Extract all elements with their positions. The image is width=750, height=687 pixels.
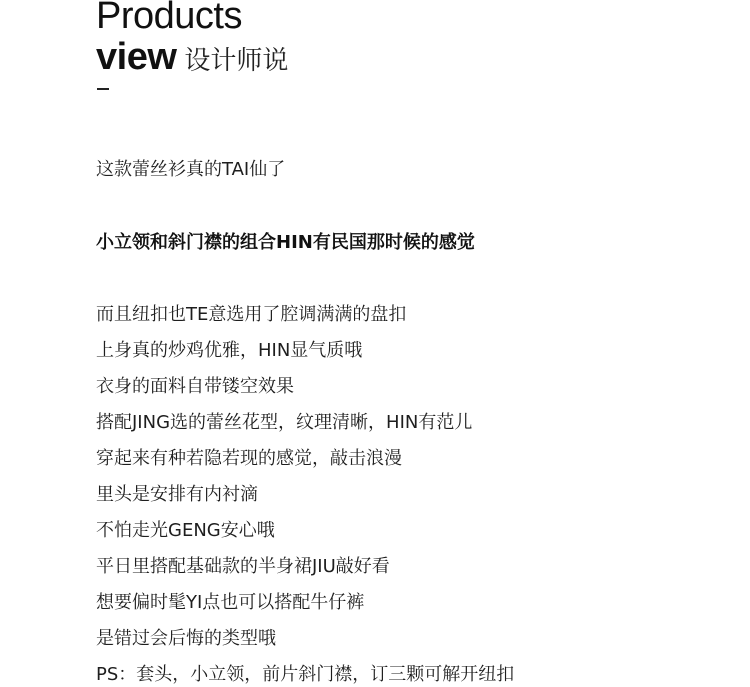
- description-line: 上身真的炒鸡优雅，HIN显气质哦: [96, 340, 363, 361]
- description-line-ps: PS：套头，小立领，前片斜门襟，订三颗可解开纽扣: [96, 664, 515, 685]
- heading-designer-says: 设计师说: [184, 46, 289, 76]
- section-heading: [96, 0, 288, 82]
- description-line: 衣身的面料自带镂空效果: [96, 376, 294, 397]
- heading-products: Products: [96, 0, 242, 37]
- paragraph-intro: 这款蕾丝衫真的TAI仙了: [96, 159, 286, 180]
- description-line: 不怕走光GENG安心哦: [96, 520, 275, 541]
- description-line: 穿起来有种若隐若现的感觉，敲击浪漫: [96, 448, 402, 469]
- description-line: 搭配JING选的蕾丝花型，纹理清晰，HIN有范儿: [96, 412, 473, 433]
- description-line: 是错过会后悔的类型哦: [96, 628, 276, 649]
- heading-dash-divider: [97, 88, 109, 90]
- heading-view: view: [96, 36, 177, 78]
- paragraph-highlight: 小立领和斜门襟的组合HIN有民国那时候的感觉: [96, 232, 475, 253]
- description-line: 平日里搭配基础款的半身裙JIU敲好看: [96, 556, 390, 577]
- description-line: 里头是安排有内衬滴: [96, 484, 258, 505]
- heading-view-row: [96, 36, 288, 82]
- description-line: 而且纽扣也TE意选用了腔调满满的盘扣: [96, 304, 407, 325]
- description-line: 想要偏时髦YI点也可以搭配牛仔裤: [96, 592, 365, 613]
